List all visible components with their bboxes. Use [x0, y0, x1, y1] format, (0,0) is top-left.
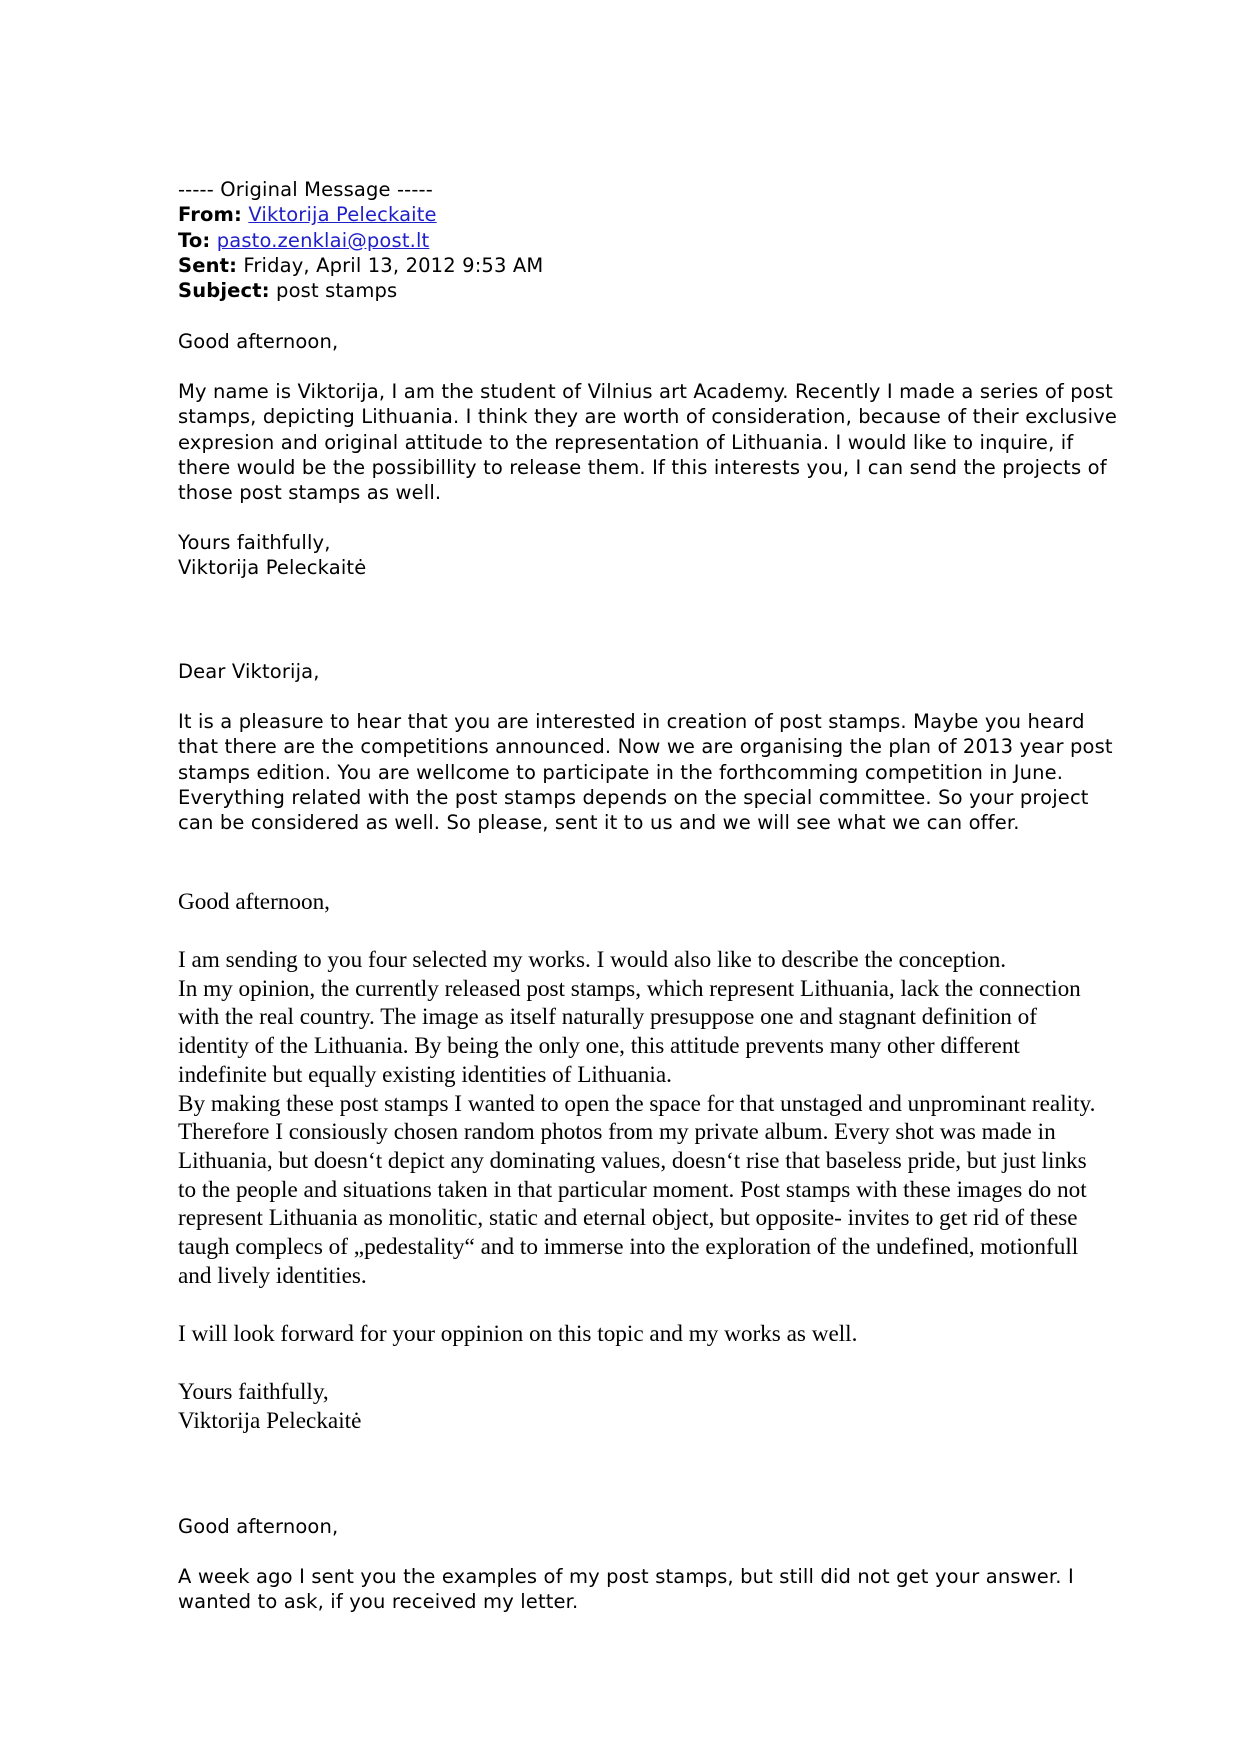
email1-body-line: there would be the possibillity to release them. If this interests you, I can send the projects of	[178, 455, 1107, 479]
from-label: From:	[178, 203, 242, 227]
email1-body-line: My name is Viktorija, I am the student of Vilnius art Academy. Recently I made a series of post	[178, 380, 1113, 403]
email4-body	[178, 1564, 1188, 1615]
email3-body-line: identity of the Lithuania. By being the only one, this attitude prevents many other different	[178, 1033, 1020, 1060]
to-label: To:	[178, 228, 211, 252]
from-sender-link[interactable]: Viktorija Peleckaite	[248, 203, 437, 227]
email1-greeting: Good afternoon,	[178, 330, 339, 353]
email3-body-line: By making these post stamps I wanted to open the space for that unstaged and unprominant reality.	[178, 1090, 1096, 1117]
email4-greeting: Good afternoon,	[178, 1515, 339, 1538]
email1-signature: Viktorija Peleckaitė	[178, 556, 367, 580]
email3-body-line: represent Lithuania as monolitic, static and eternal object, but opposite- invites to get rid of these	[178, 1205, 1078, 1232]
email1-body-line: expresion and original attitude to the representation of Lithuania. I would like to inquire, if	[178, 430, 1074, 454]
email3-body-line: In my opinion, the currently released post stamps, which represent Lithuania, lack the connection	[178, 975, 1081, 1002]
sent-value: Friday, April 13, 2012 9:53 AM	[243, 253, 544, 277]
email3-body-line: to the people and situations taken in that particular moment. Post stamps with these images do not	[178, 1176, 1087, 1203]
sent-row	[178, 253, 1188, 278]
email2-body	[178, 709, 1188, 835]
email3-body-line: with the real country. The image as itself naturally presuppose one and stagnant definition of	[178, 1004, 1037, 1031]
email3-followup: I will look forward for your oppinion on this topic and my works as well.	[178, 1321, 858, 1347]
email1-body	[178, 379, 1188, 505]
email1-signoff	[178, 530, 1188, 581]
email3-body-line: taugh complecs of „pedestality“ and to immerse into the exploration of the undefined, motionfull	[178, 1234, 1079, 1261]
email3-body	[178, 946, 1188, 1290]
email2-body-line: can be considered as well. So please, sent it to us and we will see what we can offer.	[178, 811, 1020, 835]
subject-value: post stamps	[276, 279, 398, 303]
email3-body-line: and lively identities.	[178, 1262, 367, 1289]
email3-signoff	[178, 1378, 1188, 1435]
email3-greeting: Good afternoon,	[178, 889, 330, 915]
subject-label: Subject:	[178, 279, 270, 303]
from-row	[178, 202, 1188, 227]
email2-body-line: that there are the competitions announced. Now we are organising the plan of 2013 year post	[178, 735, 1113, 759]
email3-body-line: Lithuania, but doesn‘t depict any dominating values, doesn‘t rise that baseless pride, but just links	[178, 1147, 1087, 1174]
email3-signature: Viktorija Peleckaitė	[178, 1407, 362, 1434]
email4-body-line: wanted to ask, if you received my letter.	[178, 1590, 579, 1614]
email3-body-line: Therefore I consiously chosen random photos from my private album. Every shot was made in	[178, 1119, 1056, 1146]
email2-body-line: stamps edition. You are wellcome to participate in the forthcomming competition in June.	[178, 760, 1064, 784]
to-email-link[interactable]: pasto.zenklai@post.lt	[216, 228, 430, 252]
message-header	[178, 177, 1188, 303]
email2-body-line: Everything related with the post stamps depends on the special committee. So your project	[178, 785, 1089, 809]
email1-body-line: those post stamps as well.	[178, 481, 442, 505]
email2-greeting: Dear Viktorija,	[178, 660, 320, 683]
email1-closing: Yours faithfully,	[178, 531, 331, 554]
original-message-divider: ----- Original Message -----	[178, 178, 433, 201]
email3-closing: Yours faithfully,	[178, 1379, 329, 1405]
email3-body-line: indefinite but equally existing identities of Lithuania.	[178, 1061, 672, 1088]
sent-label: Sent:	[178, 253, 238, 277]
to-row	[178, 228, 1188, 253]
email2-body-line: It is a pleasure to hear that you are interested in creation of post stamps. Maybe you heard	[178, 710, 1085, 733]
email3-body-line: I am sending to you four selected my works. I would also like to describe the conception.	[178, 947, 1007, 973]
subject-row	[178, 278, 1188, 303]
email1-body-line: stamps, depicting Lithuania. I think they are worth of consideration, because of their exclusive	[178, 405, 1118, 429]
email4-body-line: A week ago I sent you the examples of my post stamps, but still did not get your answer. I	[178, 1565, 1074, 1588]
